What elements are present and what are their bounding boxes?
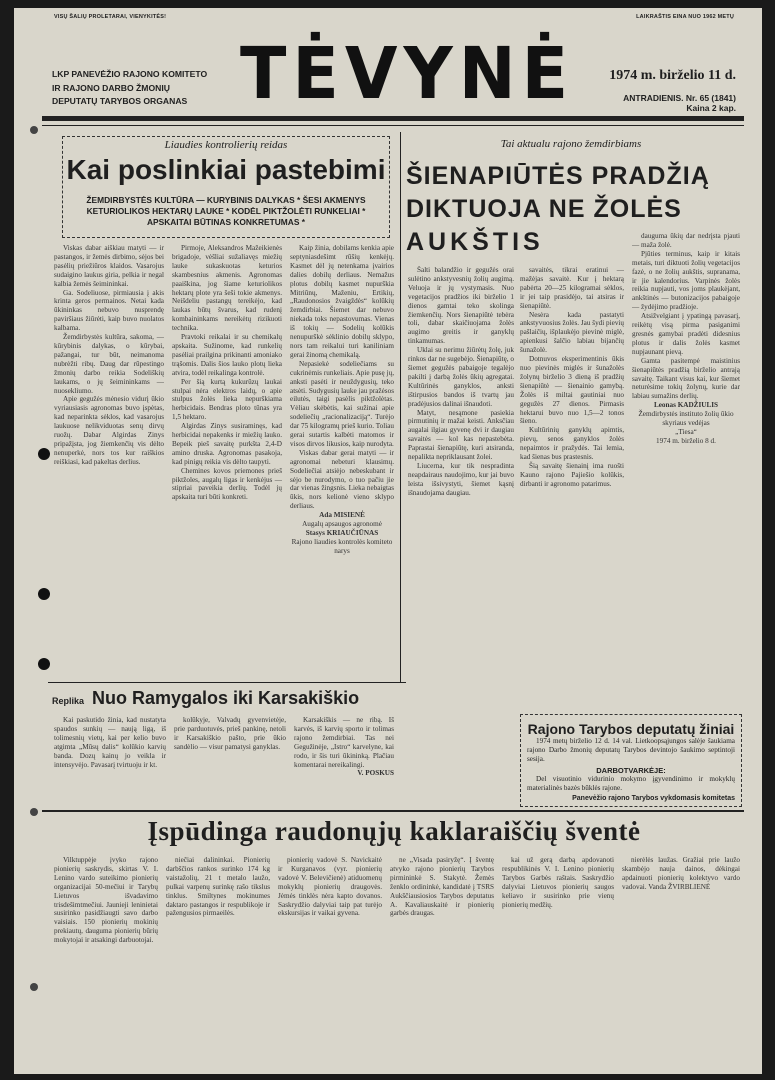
paragraph: Nepasiekė sodeliečiams su cukrinėmis runkeliais. Apie pusę jų, anksti pasėti ir neuždygusių, teko atsėti. Sudygusių lauke jau pražėsos eilutės, taigi pasėlis piktžolėtas. Vėliau skėbėtis, kai sužinai apie sodeliečių „racionalizaciją“. Turėjo dar 75 kilogramų prieš kurio. Toliau gerai sutartis kalbėti matomos ir visos dirvos likusios, kaip nurodyta. (290, 359, 394, 448)
masthead-org-line: DEPUTATŲ TARYBOS ORGANAS (52, 96, 188, 106)
right-article-column-3 (632, 232, 740, 706)
paragraph: savaitės, tikrai eratinui — mažėjas savaitė. Kur į hektarą pabėrta 20—25 kilogramai sėklos, ir jei taip prasidėjo, tai atsiras ir šienapiūtė. (520, 266, 624, 310)
notice-title: Rajono Tarybos deputatų žiniai (527, 721, 735, 737)
left-article-column-2 (172, 244, 282, 674)
section-rule (42, 810, 744, 812)
masthead-top-strip (54, 14, 734, 24)
replika-column-2 (174, 716, 286, 806)
paragraph: niečiai dalininkai. Pionierių darbščios rankos surinko 174 kg vaistažolių, 21 t metalo laužo, pulkai varpenų surinkę rašo tikslus tinklus. Smiltynes mokinumes daktaro pastangos ir respublikoje ir pažengusios pirmaeilės. (166, 856, 270, 918)
binding-hole (38, 588, 50, 600)
paragraph: Chemines kovos priemones prieš piktžoles, augalų ligas ir kenkėjus — stipriai paveikia derlių. Todėl jų apskaita turi būti konkreti. (172, 466, 282, 502)
paragraph: kolūkyje, Valvadų gyvenvietėje, prie parduotuvės, prieš pankinę, netoli ir Karsakiškio pašto, prie ūkio sandėlio — visur pamatysi ganyklas. (174, 716, 286, 751)
masthead-rule (42, 116, 744, 121)
paragraph: Šią savaitę šienainį ima ruošti Kauno rajono Pajiešio kolūkis, dirbanti ir agronomo patarimus. (520, 461, 624, 488)
deputies-notice-box (520, 714, 742, 807)
newspaper-title: TĖVYNĖ (240, 33, 575, 116)
binding-hole (38, 658, 50, 670)
paragraph: Viskas dabar gerai matyti — ir agronomai nebeturi klausimų. Sodeliečiai atsiėjo nebeskubant ir sėjo be nurodymo, o tuo pačiu jie dar vienas žingsnis. Lieka nebaigtas ūkis, nors kelionė vieno sklypo derliaus. (290, 448, 394, 511)
paragraph: Algirdas Zinys susiraminęs, kad herbicidai nepakenks ir miežių lauko. Bepeik pieš savaitę purkšta 2,4-D amino druska. Agronomas pasakoja, kad pinigų reikia vis dėlto taupyti. (172, 422, 282, 466)
paragraph: Karsakiškis — ne ribą. Iš karvės, iš karvių sporto ir tolimas rajono žemdirbiai. Tas nei Gegužinėje, „Istro“ karvelyne, kai rodo, ir šis turi ūkininką. Plačiau komentarai nereikalingi. (294, 716, 394, 769)
right-article-column-1 (408, 266, 514, 806)
headline-line: ŠIENAPIŪTĖS PRADŽIĄ (406, 162, 710, 190)
issue-date: 1974 m. birželio 11 d. (609, 68, 736, 83)
masthead-org-line: LKP PANEVĖŽIO RAJONO KOMITETO (52, 69, 208, 79)
bottom-article-column-4 (390, 856, 494, 1056)
left-article-subheads: ŽEMDIRBYSTĖS KULTŪRA — KURYBINIS DALYKAS * ŠESI AKMENYS KETURIOLIKOS HEKTARŲ LAUKE * KODĖL PIKTŽOLĖTI RUNKELIAI * APSKAITAI BŪTINAS KONKRETUMAS * (86, 195, 366, 227)
bottom-article-column-5 (502, 856, 614, 1056)
paragraph: nierėlės laužas. Gražiai prie laužo skambėjo nauja dainos, dėkingai apdainuoti pionierių kolektyvo vardo vadovai. Vanda ŽVIRBLIENĖ (622, 856, 740, 891)
paragraph: kai už gerą darbą apdovanoti respublikinės V. I. Lenino pionierių Tarybos Garbės raštais. Saskrydžio dalyviai Lietuvos pionierių saugos keliavo ir susirinko prie vienų pionierių medžių. (502, 856, 614, 909)
paragraph: Pravtoki reikalai ir su chemikalų apskaita. Sužinome, kad runkelių pasėliai prailgina prikinanti amoniako trąšomis. Dalis šios lauko plotų lieka atvira, todėl reikalinga kontrolė. (172, 333, 282, 377)
paragraph: Šalti balandžio ir gegužės orai sulėtino ankstyvesnių žolių augimą. Veluoja ir jų vystymasis. Nuo vegetacijos pradžios iki birželio 1 dienos gamtai teko skolinga žiemkenčių. Nors šienapiūtė tebėra toli, dabar skaičiuojama žolės augimo greitis ir ganyklų tinkamumas. (408, 266, 514, 346)
paragraph: Vilktuppėje įvyko rajono pionierių saskrydis, skirtas V. I. Lenino vardo suteikimo pionierių organizacijai 50-mečiui ir Tarybų Lietuvos išvadavimo trisdešimtmečiui. Jaunieji leninietai susirinko pasidžiaugti savo darbo vaisiais. 150 pionierių mokinių prekiautų, dauguma pionierių būrių mokytojai ir atsakingi darbuotojai. (54, 856, 158, 945)
paragraph: Uklai su nerimu žiūrėtų žolę, juk rinkos dar ne sugebėjo. Šienapiūtę, o šiemet gegužės pabaigoje tegalėjo pakilti į darbą žolės ūkių agregatai. Kultūrinės ganyklos, anksti ištirpusios bandos iš tvartų jau pradėjusios dalinai išnaudoti. (408, 346, 514, 408)
headline-line: DIKTUOJA NE ŽOLĖS (406, 195, 682, 223)
bottom-article-column-3 (278, 856, 382, 1056)
masthead-slogan: VISŲ ŠALIŲ PROLETARAI, VIENYKITĖS! (54, 14, 167, 20)
bottom-article-column-2 (166, 856, 270, 1056)
notice-body (527, 737, 735, 793)
bottom-article-column-6 (622, 856, 740, 1056)
issue-price: Kaina 2 kap. (686, 103, 736, 113)
paragraph: Per šią kurtą kukurūzų laukai stulpai nėra elektros laidų, o apie stulpus žolės lieka nepurškiama herbicidais. Bendras ploto tūnas yra 1,5 hektaro. (172, 377, 282, 422)
column-divider (400, 132, 401, 682)
paragraph: Ga. Sodeliuose, pirmiausia į akis krinta geros permainos. Netai kada ūkininkas nebuvo nusprendę paviršiaus žiūrėti, kaip buvo nuolatos kalbama. (54, 288, 164, 333)
paragraph: Dotnuvos eksperimentinis ūkis nuo pievinės miglės ir šunažolės žolynų birželio 3 dieną iš pradžių šienapiūtė — šienainio gamybą. Žolės iš miltai gautiniai nuo gegužės 27 dienos. Pirmasis hektarui buvo nuo 1,5—2 tonos šieno. (520, 355, 624, 426)
issue-day-number: ANTRADIENIS. Nr. 65 (1841) (623, 93, 736, 103)
paragraph: Pirmoje, Aleksandros Mažeikienės brigadoje, vėšliai sužaliavęs miežių lauke sukaskuotas keturios skambesnius akmenis. Agronomas paaiškina, jog šiame keturiolikos hektarų plote yra šeši tokie akmenys. Neišdeliu pastangų tereikėjo, kad laukas būtų švarus, kad rudenį kombaininkams nereikėtų rizikuoti technika. (172, 244, 282, 333)
paragraph: dauguma ūkių dar nedrįsta pjauti — maža žolė. (632, 232, 740, 249)
masthead-org-line: IR RAJONO DARBO ŽMONIŲ (52, 82, 170, 93)
left-article-headline: Kai poslinkiai pastebimi (66, 154, 386, 185)
left-article-column-3 (290, 244, 394, 674)
paragraph: Žemdirbystės kultūra, sakoma, — kūrybinis dalykas, o kūrybai, pažangai, tur būt, neimanoma nubrėžti ribų. Daug dar rūpestingo žmonių darbo reikia Sodeliškių laukams, o jų šeimininkams — nuosekliumo. (54, 333, 164, 395)
paragraph: Matyt, nesąmone pasiekia pirmutinių ir mažai keisti. Anksčiau augalai ilgiau gyvenę dvi ir daugiau savaitės — kol kas nepastebėta. Paprastai šienapiūtę, kuri atsiranda, nepalikta nepriklausant žolei. (408, 408, 514, 462)
replika-tag: Replika (52, 696, 85, 706)
paragraph: Apie gegužės mėnesio vidurį ūkio vyriausiasis agronomas buvo įspėtas, kad neparinkta sėklos, kad vasarojus laukuose nelikviduotas senų dirvų ruožų. Dabar Algirdas Zinys pripažįsta, jog žiemkenčių vis dėlto nenuperkė, nors tos kur raiškios reiškiasi, kad pakeltas derlius. (54, 395, 164, 466)
replika-header (52, 688, 359, 709)
bottom-article-headline: Įspūdinga raudonųjų kaklaraiščių šventė (147, 816, 641, 846)
paragraph: Kultūrinių ganyklų apimtis, pievų, senos ganyklos žolės nepaimtos ir pražydės. Tai lemia, kad šienas bus prastesnis. (520, 426, 624, 462)
source-date: 1974 m. birželio 8 d. (656, 436, 716, 445)
author-title: Augalų apsaugos agronomė (302, 520, 382, 529)
author-title: Rajono liaudies kontrolės komiteto narys (291, 537, 393, 555)
left-article-column-1 (54, 244, 164, 674)
notice-agenda-heading: DARBOTVARKĖJE: (596, 765, 666, 775)
paragraph: Nesėra kada pastatyti ankstyvuosius žolės. Jau šydi pievių pašlaičių, išplaukėjo pievinė miglė, apienkusi šalčio labiau bijančių šunažolė. (520, 310, 624, 355)
paragraph: 1974 metų birželio 12 d. 14 val. Lietkoopsąjungos salėje šaukiama rajono Darbo žmonių deputatų Tarybos devintojo šaukimo septintoji sesija. (527, 737, 735, 763)
paragraph: Viskas dabar aiškiau matyti — ir pastangos, ir žemės dirbimo, sėjos bei pasėlių priežiūros klaidos. Vasarojus sudaigino laukus giria, pelkia ir negal kalbia žemės šeimininkai. (54, 244, 164, 288)
masthead-issue-info (576, 68, 736, 113)
left-article-kicker: Liaudies kontrolierių reidas (164, 139, 288, 151)
paragraph: Gamta pasitempė maistinius šienapiūtės pradžią birželio antrają savaitę. Taikant visus kai, kur šiemet neturėsime tokių žolynų, kurie dar labiau sumažins derlių. (632, 356, 740, 401)
author-name: V. POSKUS (357, 769, 394, 778)
paragraph: Pjūties terminus, kaip ir kitais metais, turi diktuoti žolių vegetacijos fazė, o ne žolių aukštis, supranama, ir jie kalendorius. Varpinės žolės reikia nupjauti, vos joms plaukėjant, ankštinės — butonizacijos pabaigoje — žydėjimo pradžioje. (632, 249, 740, 312)
binding-mark (30, 983, 38, 991)
source-name: „Tiesa“ (675, 427, 697, 436)
headline-line: AUKŠTIS (406, 228, 544, 256)
right-article-kicker: Tai aktualu rajono žemdirbiams (500, 138, 642, 150)
left-article-header-box (62, 136, 390, 238)
replika-column-3 (294, 716, 394, 806)
paragraph: Kaip žinia, dobilams kenkia apie septyniasdešimt rūšių kenkėjų. Kasmet dėl jų netenkama įvairios dalies dobilų derliaus. Nemažus plotus dobilų kasmet nupurškia Mitriūnų, Maženiu, Ertikių, „Raudonosios žvaigždės“ kolūkių žemdirbiai. Šiemet dar nebuvo niekada toks nepastovumas. Vienas iš tokių — Sodelių kolūkis nenupurškė sėklinio dobilų sklypo, nors tam reikalui turi kaniliniam gerai žinomą chemikalą. (290, 244, 394, 359)
bottom-article-column-1 (54, 856, 158, 1056)
notice-signature: Panevėžio rajono Tarybos vykdomasis komitetas (572, 794, 735, 802)
section-rule (48, 682, 406, 683)
masthead-organization (52, 68, 262, 109)
binding-mark (30, 808, 38, 816)
author-name: Ada MISIENĖ (319, 511, 365, 520)
paragraph: Kai paskutido žinia, kad nustatyta spaudos sunkių — naują ligą, iš tolimesnių vietų, kai per kelio buvo atgimta „Mūsų dalis“ kolūkio karvių banda. Dozų kainų jo veikla ir intensyvėjo. Pavasarį tvirtuoju ir kt. (54, 716, 166, 769)
newspaper-page (14, 8, 762, 1074)
paragraph: Atsižvelgiant į ypatingą pavasarį, reikėtų visą pirma pasiganimi gresnės gamybai pradėti didesnius plotus ir dalis žolės kasmet nupjaunant pievą. (632, 312, 740, 356)
replika-column-1 (54, 716, 166, 806)
paragraph: Liucerna, kur tik nespradinta neapdairaus naudojimo, kur jai buvo leista išsivystyti, šiemet kąsnį išnaudojama daugiau. (408, 461, 514, 497)
masthead-since: LAIKRAŠTIS EINA NUO 1962 METŲ (636, 14, 734, 20)
replika-headline: Nuo Ramygalos iki Karsakiškio (92, 688, 360, 708)
paragraph: pionierių vadovė S. Navickaitė ir Kurganavos (vyr. pionierių vadovė V. Belevičienė) atiduomenų mokyklų pionierių draugovės. Jėmės tinklės nėra kapto dovanos. Saskrydžio dalyviai taip pat turėjo ekskursijas ir vaikai gyvena. (278, 856, 382, 918)
binding-mark (30, 126, 38, 134)
paragraph: Del visuotinio vidurinio mokymo įgyvendinimo ir mokyklų materialinės bazės būklės rajone. (527, 774, 735, 792)
binding-hole (38, 448, 50, 460)
right-article-column-2 (520, 266, 624, 706)
author-name: Leonas KADŽIULIS (653, 401, 719, 410)
paragraph: ne „Visada pasiryžę“. Į šventę atvyko rajono pionierių Tarybos pirmininkė S. Stakytė. Žemės ženklo ordininkė, kandidatė į TSRS Aukščiausiosios Tarybos deputatus A. Kavaliauskaitė ir pionierių garbės draugas. (390, 856, 494, 918)
masthead-rule-thin (42, 125, 744, 126)
author-name: Stasys KRIAUČIŪNAS (305, 529, 379, 537)
author-title: Žemdirbystės instituto žolių ūkio skyriaus vedėjas (638, 410, 734, 428)
